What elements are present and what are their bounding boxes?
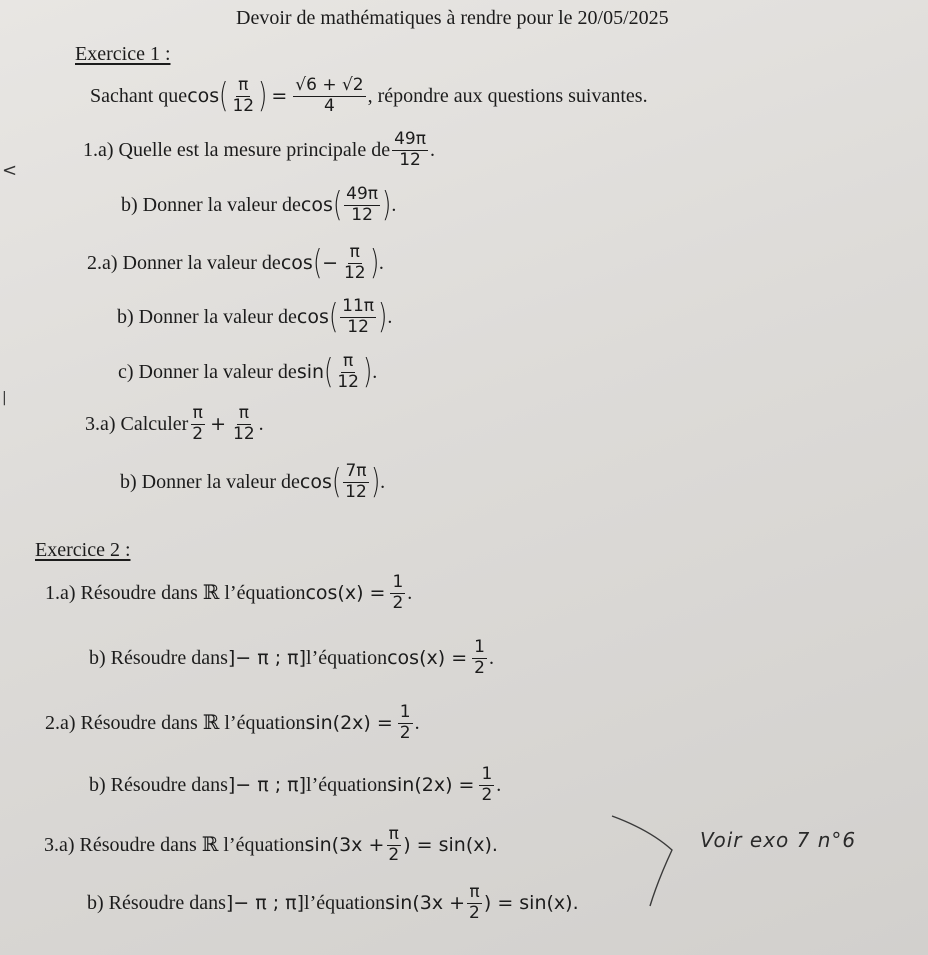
ex1-q2b: b) Donner la valeur de cos ( $\frac{11\pi}{12}$ ) . [117,296,393,338]
ex2-q3a: 3.a) Résoudre dans ℝ l’équation sin(3x + $\frac{\pi}{2}$ ) = sin(x). [44,824,498,865]
ex2-q1b: b) Résoudre dans ]− π ; π] l’équation cos(x) = $\frac{1}{2}$ . [89,637,494,678]
exercise-1-title: Exercice 1 : [75,43,171,65]
ex1-q2a: 2.a) Donner la valeur de cos ( − $\frac{\pi}{12}$ ) . [87,242,384,284]
ex1-q1a: 1.a) Quelle est la mesure principale de $\frac{49\pi}{12}$ . [83,129,435,170]
exercise-1-intro: Sachant que cos ( $\frac{\pi}{12}$ ) = $\frac{√6 + √2}{4}$ , répondre aux questions suivantes. [90,75,648,117]
ex1-q1b: b) Donner la valeur de cos ( $\frac{49\pi}{12}$ ) . [121,184,397,226]
bracket-stroke [612,816,672,906]
margin-tick: | [2,390,7,406]
ex2-q3b: b) Résoudre dans ]− π ; π] l’équation sin(3x + $\frac{\pi}{2}$ ) = sin(x). [87,882,579,923]
intro-formula: cos ( $\frac{\pi}{12}$ ) = $\frac{√6 + √2}{4}$ [187,75,364,117]
handwritten-note: Voir exo 7 n°6 [700,828,857,852]
page-title: Devoir de mathématiques à rendre pour le 20/05/2025 [236,7,669,29]
ex2-q2a: 2.a) Résoudre dans ℝ l’équation sin(2x) = $\frac{1}{2}$ . [45,702,420,743]
ex1-q3b: b) Donner la valeur de cos ( $\frac{7\pi}{12}$ ) . [120,461,386,503]
ex2-q1a: 1.a) Résoudre dans ℝ l’équation cos(x) = $\frac{1}{2}$ . [45,572,413,613]
ex2-q2b: b) Résoudre dans ]− π ; π] l’équation sin(2x) = $\frac{1}{2}$ . [89,764,502,805]
ex1-q3a: 3.a) Calculer $\frac{\pi}{2}$ + $\frac{\pi}{12}$ . [85,403,264,444]
margin-mark: < [2,160,18,181]
ex1-q2c: c) Donner la valeur de sin ( $\frac{\pi}{12}$ ) . [118,351,378,393]
handwritten-bracket [610,810,690,910]
exercise-2-title: Exercice 2 : [35,539,131,561]
